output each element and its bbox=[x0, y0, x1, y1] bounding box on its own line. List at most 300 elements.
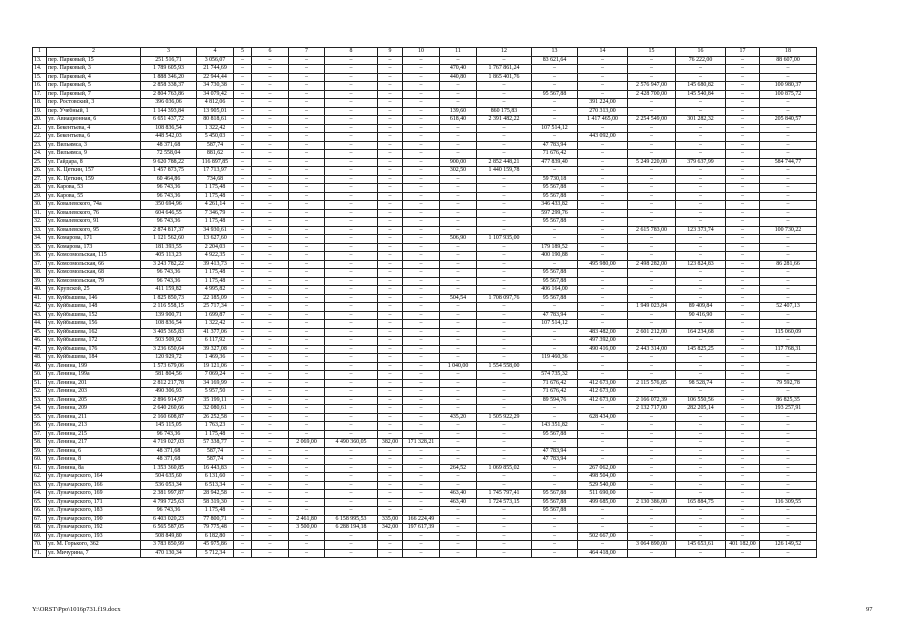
amount-cell: 1 175,48 bbox=[197, 218, 234, 227]
table-row bbox=[33, 65, 817, 74]
amount-cell: – bbox=[628, 549, 676, 558]
amount-cell: 1 573 679,06 bbox=[141, 362, 197, 371]
amount-cell: – bbox=[378, 303, 403, 312]
amount-cell: – bbox=[726, 439, 760, 448]
amount-cell: 1 708 097,76 bbox=[477, 294, 532, 303]
row-number-cell: 59. bbox=[33, 447, 47, 456]
amount-cell: – bbox=[325, 456, 378, 465]
amount-cell: – bbox=[578, 430, 628, 439]
table-row bbox=[33, 422, 817, 431]
register-table bbox=[32, 47, 817, 558]
row-number-cell: 33. bbox=[33, 226, 47, 235]
row-number-cell: 66. bbox=[33, 507, 47, 516]
amount-cell: – bbox=[676, 201, 726, 210]
amount-cell: 490 416,00 bbox=[578, 345, 628, 354]
row-number-cell: 37. bbox=[33, 260, 47, 269]
amount-cell: – bbox=[676, 456, 726, 465]
amount-cell: 34 730,38 bbox=[197, 82, 234, 91]
amount-cell: 139,60 bbox=[440, 107, 477, 116]
address-cell: ул. Куйбышева, 184 bbox=[47, 354, 141, 363]
amount-cell: – bbox=[726, 311, 760, 320]
amount-cell: – bbox=[378, 447, 403, 456]
amount-cell: – bbox=[477, 439, 532, 448]
amount-cell: – bbox=[532, 473, 578, 482]
amount-cell: – bbox=[289, 192, 325, 201]
amount-cell: – bbox=[440, 133, 477, 142]
amount-cell: – bbox=[403, 456, 440, 465]
amount-cell: 1 322,42 bbox=[197, 320, 234, 329]
table-row bbox=[33, 167, 817, 176]
address-cell: ул. Ковалевского, 95 bbox=[47, 226, 141, 235]
amount-cell: 96 743,36 bbox=[141, 269, 197, 278]
amount-cell: 581 804,56 bbox=[141, 371, 197, 380]
amount-cell: – bbox=[440, 141, 477, 150]
amount-cell: – bbox=[578, 294, 628, 303]
amount-cell: – bbox=[289, 507, 325, 516]
amount-cell: – bbox=[726, 379, 760, 388]
amount-cell: – bbox=[403, 388, 440, 397]
row-number-cell: 32. bbox=[33, 218, 47, 227]
amount-cell: – bbox=[378, 260, 403, 269]
amount-cell: – bbox=[325, 209, 378, 218]
amount-cell: – bbox=[403, 473, 440, 482]
amount-cell: 396 036,06 bbox=[141, 99, 197, 108]
amount-cell: – bbox=[676, 294, 726, 303]
amount-cell: – bbox=[403, 243, 440, 252]
amount-cell: 115 060,09 bbox=[760, 328, 817, 337]
amount-cell: – bbox=[289, 73, 325, 82]
amount-cell: – bbox=[477, 141, 532, 150]
address-cell: ул. Ленина, 209 bbox=[47, 405, 141, 414]
amount-cell: – bbox=[532, 303, 578, 312]
amount-cell: 1 440 159,78 bbox=[477, 167, 532, 176]
table-row bbox=[33, 252, 817, 261]
amount-cell: 100 730,22 bbox=[760, 226, 817, 235]
amount-cell: 6 651 437,72 bbox=[141, 116, 197, 125]
address-cell: ул. Куйбышева, 162 bbox=[47, 328, 141, 337]
address-cell: ул. К. Цеткин, 159 bbox=[47, 175, 141, 184]
amount-cell: – bbox=[325, 532, 378, 541]
amount-cell: – bbox=[325, 167, 378, 176]
amount-cell: – bbox=[726, 82, 760, 91]
address-cell: ул. Куйбышева, 156 bbox=[47, 320, 141, 329]
amount-cell: 2 601 212,00 bbox=[628, 328, 676, 337]
amount-cell: 443 092,00 bbox=[578, 133, 628, 142]
amount-cell: – bbox=[628, 184, 676, 193]
amount-cell: – bbox=[578, 286, 628, 295]
amount-cell: – bbox=[726, 175, 760, 184]
amount-cell: 13 627,60 bbox=[197, 235, 234, 244]
amount-cell: 77 800,71 bbox=[197, 515, 234, 524]
amount-cell: – bbox=[252, 133, 289, 142]
amount-cell: – bbox=[378, 192, 403, 201]
amount-cell: – bbox=[403, 405, 440, 414]
amount-cell: 95 567,88 bbox=[532, 498, 578, 507]
amount-cell: – bbox=[760, 473, 817, 482]
amount-cell: 171 328,21 bbox=[403, 439, 440, 448]
amount-cell: – bbox=[252, 116, 289, 125]
amount-cell: 145 115,05 bbox=[141, 422, 197, 431]
amount-cell: – bbox=[578, 65, 628, 74]
amount-cell: – bbox=[234, 65, 252, 74]
amount-cell: 860 175,83 bbox=[477, 107, 532, 116]
amount-cell: – bbox=[578, 524, 628, 533]
table-row bbox=[33, 524, 817, 533]
amount-cell: – bbox=[252, 192, 289, 201]
amount-cell: 25 717,34 bbox=[197, 303, 234, 312]
amount-cell: – bbox=[440, 269, 477, 278]
row-number-cell: 69. bbox=[33, 532, 47, 541]
amount-cell: – bbox=[628, 337, 676, 346]
row-number-cell: 42. bbox=[33, 303, 47, 312]
amount-cell: – bbox=[578, 269, 628, 278]
amount-cell: – bbox=[726, 371, 760, 380]
amount-cell: – bbox=[676, 388, 726, 397]
amount-cell: – bbox=[325, 413, 378, 422]
amount-cell: – bbox=[378, 243, 403, 252]
amount-cell: – bbox=[325, 354, 378, 363]
amount-cell: – bbox=[477, 124, 532, 133]
amount-cell: – bbox=[378, 141, 403, 150]
amount-cell: – bbox=[477, 90, 532, 99]
amount-cell: 17 713,97 bbox=[197, 167, 234, 176]
amount-cell: – bbox=[676, 218, 726, 227]
amount-cell: – bbox=[325, 396, 378, 405]
amount-cell: – bbox=[578, 515, 628, 524]
amount-cell: – bbox=[477, 549, 532, 558]
amount-cell: – bbox=[440, 303, 477, 312]
amount-cell: 39 327,08 bbox=[197, 345, 234, 354]
amount-cell: – bbox=[440, 507, 477, 516]
amount-cell: – bbox=[477, 320, 532, 329]
amount-cell: – bbox=[532, 532, 578, 541]
amount-cell: 34 930,61 bbox=[197, 226, 234, 235]
column-number-header: 6 bbox=[252, 48, 289, 57]
amount-cell: – bbox=[234, 549, 252, 558]
amount-cell: – bbox=[532, 235, 578, 244]
amount-cell: 504,54 bbox=[440, 294, 477, 303]
table-row bbox=[33, 532, 817, 541]
amount-cell: 1 724 573,15 bbox=[477, 498, 532, 507]
amount-cell: 1 353 360,85 bbox=[141, 464, 197, 473]
row-number-cell: 20. bbox=[33, 116, 47, 125]
amount-cell: – bbox=[289, 158, 325, 167]
amount-cell: – bbox=[440, 515, 477, 524]
row-number-cell: 30. bbox=[33, 201, 47, 210]
amount-cell: – bbox=[532, 362, 578, 371]
amount-cell: – bbox=[578, 541, 628, 550]
amount-cell: – bbox=[234, 184, 252, 193]
address-cell: ул. Луначарского, 193 bbox=[47, 532, 141, 541]
amount-cell: – bbox=[403, 371, 440, 380]
amount-cell: 1 144 393,84 bbox=[141, 107, 197, 116]
amount-cell: 57 338,77 bbox=[197, 439, 234, 448]
amount-cell: – bbox=[760, 371, 817, 380]
amount-cell: – bbox=[403, 56, 440, 65]
amount-cell: – bbox=[252, 371, 289, 380]
amount-cell: – bbox=[477, 243, 532, 252]
amount-cell: – bbox=[726, 430, 760, 439]
amount-cell: – bbox=[676, 269, 726, 278]
amount-cell: – bbox=[289, 464, 325, 473]
amount-cell: – bbox=[252, 73, 289, 82]
amount-cell: 119 460,36 bbox=[532, 354, 578, 363]
amount-cell: – bbox=[440, 371, 477, 380]
amount-cell: 6 182,80 bbox=[197, 532, 234, 541]
amount-cell: – bbox=[726, 141, 760, 150]
amount-cell: 205 840,57 bbox=[760, 116, 817, 125]
amount-cell: – bbox=[234, 490, 252, 499]
table-row bbox=[33, 388, 817, 397]
amount-cell: 400 190,88 bbox=[532, 252, 578, 261]
amount-cell: – bbox=[628, 464, 676, 473]
amount-cell: 106 550,56 bbox=[676, 396, 726, 405]
amount-cell: – bbox=[477, 311, 532, 320]
amount-cell: – bbox=[532, 549, 578, 558]
amount-cell: – bbox=[532, 464, 578, 473]
address-cell: пер. Учебный, 1 bbox=[47, 107, 141, 116]
amount-cell: 2 069,00 bbox=[289, 439, 325, 448]
amount-cell: – bbox=[403, 218, 440, 227]
row-number-cell: 45. bbox=[33, 328, 47, 337]
amount-cell: – bbox=[252, 396, 289, 405]
amount-cell: – bbox=[234, 354, 252, 363]
amount-cell: – bbox=[578, 243, 628, 252]
amount-cell: – bbox=[289, 430, 325, 439]
amount-cell: – bbox=[378, 422, 403, 431]
amount-cell: – bbox=[676, 73, 726, 82]
amount-cell: – bbox=[378, 507, 403, 516]
amount-cell: – bbox=[289, 209, 325, 218]
amount-cell: – bbox=[252, 464, 289, 473]
amount-cell: – bbox=[325, 371, 378, 380]
amount-cell: – bbox=[289, 388, 325, 397]
row-number-cell: 22. bbox=[33, 133, 47, 142]
amount-cell: – bbox=[760, 294, 817, 303]
amount-cell: – bbox=[628, 456, 676, 465]
amount-cell: – bbox=[676, 235, 726, 244]
amount-cell: – bbox=[403, 498, 440, 507]
amount-cell: – bbox=[252, 124, 289, 133]
footer-page-number: 97 bbox=[866, 606, 873, 613]
amount-cell: 464 418,00 bbox=[578, 549, 628, 558]
column-number-header: 14 bbox=[578, 48, 628, 57]
table-row bbox=[33, 549, 817, 558]
address-cell: пер. Парковый, 7 bbox=[47, 90, 141, 99]
amount-cell: 1 763,23 bbox=[197, 422, 234, 431]
amount-cell: – bbox=[289, 396, 325, 405]
amount-cell: – bbox=[532, 345, 578, 354]
table-row bbox=[33, 116, 817, 125]
amount-cell: – bbox=[760, 286, 817, 295]
table-row bbox=[33, 269, 817, 278]
amount-cell: 47 783,94 bbox=[532, 447, 578, 456]
amount-cell: – bbox=[760, 184, 817, 193]
amount-cell: – bbox=[440, 226, 477, 235]
amount-cell: – bbox=[378, 218, 403, 227]
row-number-cell: 51. bbox=[33, 379, 47, 388]
amount-cell: – bbox=[403, 379, 440, 388]
amount-cell: 2 381 997,87 bbox=[141, 490, 197, 499]
amount-cell: – bbox=[252, 413, 289, 422]
amount-cell: 2 115 576,85 bbox=[628, 379, 676, 388]
table-row bbox=[33, 286, 817, 295]
address-cell: ул. Луначарского, 183 bbox=[47, 507, 141, 516]
amount-cell: – bbox=[289, 175, 325, 184]
column-number-header: 10 bbox=[403, 48, 440, 57]
row-number-cell: 26. bbox=[33, 167, 47, 176]
amount-cell: 2 896 914,97 bbox=[141, 396, 197, 405]
amount-cell: – bbox=[252, 456, 289, 465]
row-number-cell: 55. bbox=[33, 413, 47, 422]
amount-cell: – bbox=[289, 362, 325, 371]
amount-cell: – bbox=[578, 439, 628, 448]
amount-cell: – bbox=[477, 388, 532, 397]
amount-cell: 463,40 bbox=[440, 498, 477, 507]
table-row bbox=[33, 277, 817, 286]
amount-cell: – bbox=[726, 447, 760, 456]
amount-cell: – bbox=[726, 90, 760, 99]
amount-cell: – bbox=[325, 56, 378, 65]
amount-cell: – bbox=[726, 56, 760, 65]
amount-cell: – bbox=[578, 150, 628, 159]
amount-cell: – bbox=[378, 175, 403, 184]
amount-cell: – bbox=[234, 99, 252, 108]
amount-cell: – bbox=[440, 243, 477, 252]
amount-cell: – bbox=[676, 141, 726, 150]
amount-cell: 1 107 935,00 bbox=[477, 235, 532, 244]
amount-cell: – bbox=[289, 354, 325, 363]
amount-cell: – bbox=[726, 515, 760, 524]
row-number-cell: 18. bbox=[33, 99, 47, 108]
amount-cell: – bbox=[289, 541, 325, 550]
amount-cell: 2 254 549,00 bbox=[628, 116, 676, 125]
amount-cell: – bbox=[252, 286, 289, 295]
amount-cell: – bbox=[234, 260, 252, 269]
amount-cell: – bbox=[440, 439, 477, 448]
amount-cell: – bbox=[726, 354, 760, 363]
amount-cell: – bbox=[378, 82, 403, 91]
amount-cell: – bbox=[252, 515, 289, 524]
amount-cell: 502 667,00 bbox=[578, 532, 628, 541]
amount-cell: – bbox=[325, 124, 378, 133]
amount-cell: 123 824,83 bbox=[676, 260, 726, 269]
amount-cell: – bbox=[252, 354, 289, 363]
amount-cell: – bbox=[403, 328, 440, 337]
amount-cell: – bbox=[726, 150, 760, 159]
amount-cell: – bbox=[760, 413, 817, 422]
amount-cell: – bbox=[760, 481, 817, 490]
amount-cell: – bbox=[532, 481, 578, 490]
table-row bbox=[33, 371, 817, 380]
table-row bbox=[33, 90, 817, 99]
amount-cell: 536 053,34 bbox=[141, 481, 197, 490]
amount-cell: – bbox=[726, 490, 760, 499]
amount-cell: – bbox=[252, 490, 289, 499]
amount-cell: – bbox=[252, 507, 289, 516]
amount-cell: – bbox=[440, 311, 477, 320]
amount-cell: – bbox=[325, 133, 378, 142]
amount-cell: – bbox=[628, 524, 676, 533]
amount-cell: 76 222,00 bbox=[676, 56, 726, 65]
amount-cell: – bbox=[234, 337, 252, 346]
amount-cell: – bbox=[378, 158, 403, 167]
amount-cell: – bbox=[234, 379, 252, 388]
amount-cell: 440,80 bbox=[440, 73, 477, 82]
amount-cell: – bbox=[760, 337, 817, 346]
amount-cell: – bbox=[726, 320, 760, 329]
amount-cell: – bbox=[378, 277, 403, 286]
amount-cell: 6 117,92 bbox=[197, 337, 234, 346]
amount-cell: 197 617,39 bbox=[403, 524, 440, 533]
amount-cell: – bbox=[532, 328, 578, 337]
amount-cell: – bbox=[628, 371, 676, 380]
amount-cell: 529 540,00 bbox=[578, 481, 628, 490]
amount-cell: – bbox=[578, 456, 628, 465]
amount-cell: – bbox=[378, 201, 403, 210]
amount-cell: – bbox=[628, 294, 676, 303]
amount-cell: – bbox=[289, 481, 325, 490]
amount-cell: – bbox=[676, 286, 726, 295]
amount-cell: 4 719 027,03 bbox=[141, 439, 197, 448]
amount-cell: – bbox=[378, 150, 403, 159]
amount-cell: – bbox=[477, 524, 532, 533]
amount-cell: 1 040,00 bbox=[440, 362, 477, 371]
amount-cell: – bbox=[760, 362, 817, 371]
table-row bbox=[33, 294, 817, 303]
amount-cell: – bbox=[289, 260, 325, 269]
amount-cell: 406 164,00 bbox=[532, 286, 578, 295]
amount-cell: 48 371,68 bbox=[141, 447, 197, 456]
address-cell: ул. Бекентьева, 6 bbox=[47, 133, 141, 142]
amount-cell: 166 224,49 bbox=[403, 515, 440, 524]
amount-cell: 5 957,50 bbox=[197, 388, 234, 397]
amount-cell: – bbox=[726, 303, 760, 312]
amount-cell: – bbox=[440, 209, 477, 218]
amount-cell: – bbox=[289, 116, 325, 125]
amount-cell: – bbox=[378, 490, 403, 499]
amount-cell: – bbox=[477, 286, 532, 295]
table-row bbox=[33, 192, 817, 201]
amount-cell: – bbox=[234, 82, 252, 91]
row-number-cell: 40. bbox=[33, 286, 47, 295]
column-number-header: 11 bbox=[440, 48, 477, 57]
amount-cell: – bbox=[378, 405, 403, 414]
amount-cell: 2 132 717,00 bbox=[628, 405, 676, 414]
amount-cell: – bbox=[325, 473, 378, 482]
column-number-header: 4 bbox=[197, 48, 234, 57]
table-row bbox=[33, 150, 817, 159]
table-row bbox=[33, 311, 817, 320]
amount-cell: – bbox=[289, 243, 325, 252]
amount-cell: – bbox=[760, 388, 817, 397]
amount-cell: 1 469,36 bbox=[197, 354, 234, 363]
table-row bbox=[33, 447, 817, 456]
amount-cell: – bbox=[477, 507, 532, 516]
amount-cell: – bbox=[628, 65, 676, 74]
amount-cell: – bbox=[252, 141, 289, 150]
amount-cell: – bbox=[440, 175, 477, 184]
amount-cell: – bbox=[676, 65, 726, 74]
amount-cell: – bbox=[325, 73, 378, 82]
amount-cell: – bbox=[378, 235, 403, 244]
address-cell: ул. Карова, 55 bbox=[47, 192, 141, 201]
amount-cell: – bbox=[325, 226, 378, 235]
amount-cell: – bbox=[252, 549, 289, 558]
amount-cell: – bbox=[378, 379, 403, 388]
amount-cell: – bbox=[252, 337, 289, 346]
table-row bbox=[33, 209, 817, 218]
